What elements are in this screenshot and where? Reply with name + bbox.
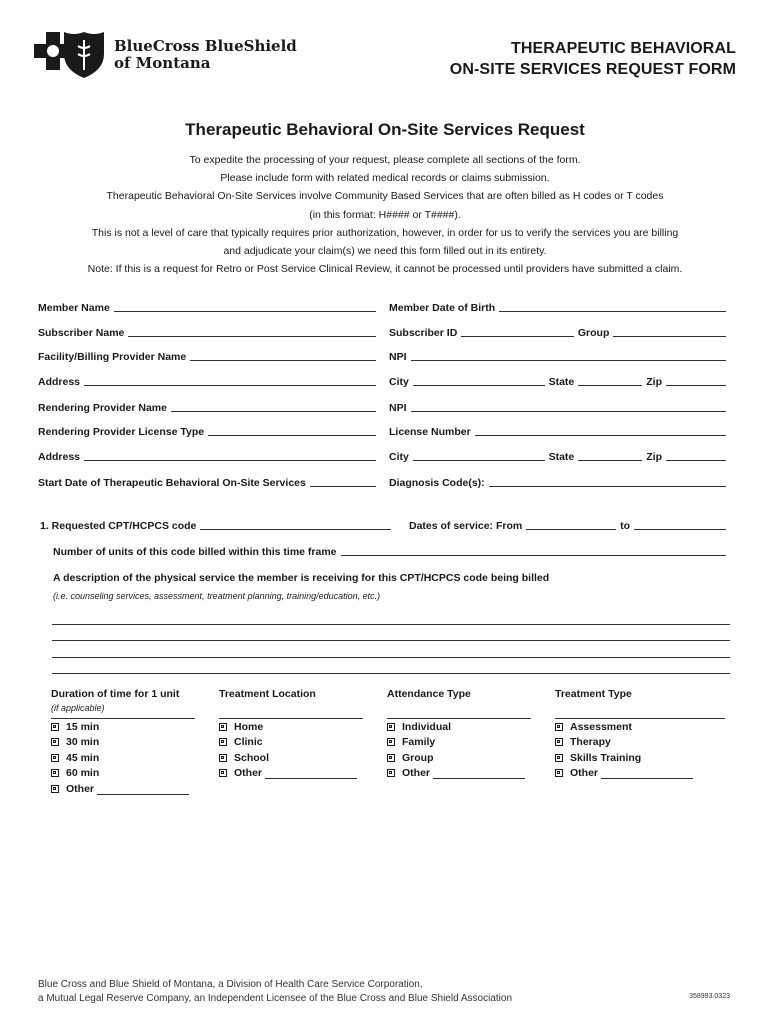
option-label: 15 min	[66, 720, 100, 733]
cpt-row	[40, 520, 395, 532]
description-note: (i.e. counseling services, assessment, treatment planning, training/education, etc.)	[53, 591, 381, 601]
option-label: Individual	[402, 720, 452, 733]
attendance-option-individual[interactable]	[387, 719, 531, 735]
attendance-option-other[interactable]	[387, 766, 531, 782]
facility-address-field[interactable]	[84, 385, 376, 386]
intro-line: Note: If this is a request for Retro or Post Service Clinical Review, it cannot be processed until providers have submitted a claim.	[87, 263, 683, 276]
state-label: State	[548, 451, 575, 463]
checkbox-icon[interactable]	[51, 754, 59, 762]
footer-line1: Blue Cross and Blue Shield of Montana, a Division of Health Care Service Corporation,	[38, 979, 423, 990]
rendering-address-field[interactable]	[84, 460, 376, 461]
subscriber-id-label: Subscriber ID	[389, 327, 458, 339]
duration-column	[51, 688, 195, 797]
location-other-field[interactable]	[265, 767, 357, 779]
checkbox-icon[interactable]	[219, 738, 227, 746]
rendering-provider-field[interactable]	[171, 411, 376, 412]
member-name-row	[38, 302, 380, 314]
duration-option-other[interactable]	[51, 781, 195, 797]
diagnosis-row	[389, 477, 730, 489]
document-heading-line2: ON-SITE SERVICES REQUEST FORM	[449, 61, 736, 78]
checkbox-icon[interactable]	[219, 769, 227, 777]
option-label: Clinic	[234, 736, 263, 749]
checkbox-icon[interactable]	[51, 769, 59, 777]
location-option-other[interactable]	[219, 766, 363, 782]
description-line[interactable]	[52, 624, 730, 625]
dates-to-field[interactable]	[634, 529, 726, 530]
state-label: State	[548, 376, 575, 388]
rendering-city-field[interactable]	[413, 460, 545, 461]
checkbox-icon[interactable]	[555, 723, 563, 731]
org-name-line1: BlueCross BlueShield	[114, 37, 297, 55]
attendance-column	[387, 688, 531, 781]
location-option-school[interactable]	[219, 750, 363, 766]
rendering-npi-row	[389, 402, 730, 414]
dates-row	[409, 520, 730, 532]
zip-label: Zip	[646, 451, 662, 463]
bcbs-logo	[34, 30, 297, 80]
location-column	[219, 688, 363, 781]
option-label: Family	[402, 736, 436, 749]
checkbox-icon[interactable]	[387, 738, 395, 746]
cross-shield-icon	[34, 30, 106, 80]
treatment-header	[555, 688, 725, 719]
duration-option-30[interactable]	[51, 735, 195, 751]
subscriber-id-field[interactable]	[461, 336, 574, 337]
attendance-header	[387, 688, 531, 719]
facility-provider-row	[38, 351, 380, 363]
treatment-option-skills[interactable]	[555, 750, 725, 766]
dates-from-label: Dates of service: From	[409, 520, 523, 532]
license-type-field[interactable]	[208, 435, 376, 436]
license-number-field[interactable]	[475, 435, 726, 436]
rendering-provider-label: Rendering Provider Name	[38, 402, 167, 414]
option-label: Other	[570, 767, 599, 780]
facility-zip-field[interactable]	[666, 385, 726, 386]
checkbox-icon[interactable]	[387, 754, 395, 762]
attendance-other-field[interactable]	[433, 767, 525, 779]
document-heading-line1: THERAPEUTIC BEHAVIORAL	[510, 40, 736, 57]
intro-line: (in this format: H#### or T####).	[309, 208, 461, 221]
facility-provider-label: Facility/Billing Provider Name	[38, 351, 187, 363]
attendance-title: Attendance Type	[387, 688, 471, 700]
checkbox-icon[interactable]	[219, 754, 227, 762]
option-label: Therapy	[570, 736, 611, 749]
checkbox-icon[interactable]	[219, 723, 227, 731]
treatment-option-assessment[interactable]	[555, 719, 725, 735]
intro-line: and adjudicate your claim(s) we need this form filled out in its entirety.	[223, 245, 547, 258]
checkbox-icon[interactable]	[51, 785, 59, 793]
start-date-row	[38, 477, 380, 489]
duration-subtitle: (if applicable)	[51, 703, 105, 713]
dates-to-label: to	[620, 520, 630, 532]
treatment-option-therapy[interactable]	[555, 735, 725, 751]
option-label: Skills Training	[570, 751, 642, 764]
dates-from-field[interactable]	[526, 529, 616, 530]
license-type-label: Rendering Provider License Type	[38, 426, 205, 438]
checkbox-icon[interactable]	[555, 769, 563, 777]
description-line[interactable]	[52, 640, 730, 641]
subscriber-name-label: Subscriber Name	[38, 327, 125, 339]
facility-address-row	[38, 376, 380, 388]
form-number: 358993.0323	[689, 993, 730, 1000]
option-label: Assessment	[570, 720, 632, 733]
rendering-zip-field[interactable]	[666, 460, 726, 461]
description-row	[53, 572, 730, 584]
diagnosis-field[interactable]	[489, 486, 726, 487]
start-date-field[interactable]	[310, 486, 376, 487]
treatment-option-other[interactable]	[555, 766, 725, 782]
units-row	[53, 546, 730, 558]
intro-text	[30, 151, 740, 278]
document-heading	[450, 38, 736, 80]
location-option-clinic[interactable]	[219, 735, 363, 751]
member-dob-label: Member Date of Birth	[389, 302, 496, 314]
start-date-label: Start Date of Therapeutic Behavioral On-Site Services	[38, 477, 306, 489]
treatment-title: Treatment Type	[555, 688, 632, 700]
intro-line: Please include form with related medical records or claims submission.	[220, 172, 550, 185]
facility-provider-field[interactable]	[190, 360, 376, 361]
intro-line: This is not a level of care that typically requires prior authorization, however, in order for us to verify the services you are billing	[91, 226, 679, 239]
location-header	[219, 688, 363, 719]
option-label: Other	[66, 782, 95, 795]
group-field[interactable]	[613, 336, 726, 337]
option-label: Other	[234, 767, 263, 780]
checkbox-icon[interactable]	[51, 738, 59, 746]
npi-label: NPI	[389, 351, 407, 363]
units-field[interactable]	[341, 555, 726, 556]
facility-npi-row	[389, 351, 730, 363]
option-label: Group	[402, 751, 434, 764]
facility-city-field[interactable]	[413, 385, 545, 386]
footer-line2: a Mutual Legal Reserve Company, an Independent Licensee of the Blue Cross and Blue Shield Association	[38, 993, 513, 1004]
option-label: Other	[402, 767, 431, 780]
duration-header	[51, 688, 195, 719]
facility-city-row	[389, 376, 730, 388]
intro-line: To expedite the processing of your request, please complete all sections of the form.	[189, 154, 581, 166]
facility-npi-field[interactable]	[411, 360, 726, 361]
option-label: Home	[234, 720, 264, 733]
member-dob-row	[389, 302, 730, 314]
duration-other-field[interactable]	[97, 783, 189, 795]
duration-option-60[interactable]	[51, 766, 195, 782]
rendering-provider-row	[38, 402, 380, 414]
attendance-option-group[interactable]	[387, 750, 531, 766]
units-label: Number of units of this code billed within this time frame	[53, 546, 337, 558]
treatment-other-field[interactable]	[601, 767, 693, 779]
checkbox-icon[interactable]	[51, 723, 59, 731]
member-name-field[interactable]	[114, 311, 376, 312]
npi-label: NPI	[389, 402, 407, 414]
license-number-label: License Number	[389, 426, 471, 438]
duration-title: Duration of time for 1 unit	[51, 688, 180, 700]
checkbox-icon[interactable]	[387, 723, 395, 731]
diagnosis-label: Diagnosis Code(s):	[389, 477, 485, 489]
checkbox-icon[interactable]	[555, 738, 563, 746]
zip-label: Zip	[646, 376, 662, 388]
checkbox-icon[interactable]	[555, 754, 563, 762]
license-number-row	[389, 426, 730, 438]
option-label: 60 min	[66, 767, 100, 780]
checkbox-icon[interactable]	[387, 769, 395, 777]
duration-option-15[interactable]	[51, 719, 195, 735]
intro-line: Therapeutic Behavioral On-Site Services involve Community Based Services that are often billed as H codes or T codes	[106, 190, 664, 203]
subscriber-name-row	[38, 327, 380, 339]
license-type-row	[38, 426, 380, 438]
city-label: City	[389, 376, 409, 388]
cpt-label: 1. Requested CPT/HCPCS code	[40, 520, 197, 532]
rendering-city-row	[389, 451, 730, 463]
option-label: 45 min	[66, 751, 100, 764]
city-label: City	[389, 451, 409, 463]
duration-option-45[interactable]	[51, 750, 195, 766]
footer-text	[38, 978, 512, 1006]
description-label: A description of the physical service the member is receiving for this CPT/HCPCS code being billed	[53, 572, 550, 584]
option-label: 30 min	[66, 736, 100, 749]
address-label: Address	[38, 376, 81, 388]
description-line[interactable]	[52, 657, 730, 658]
location-title: Treatment Location	[219, 688, 316, 700]
group-label: Group	[577, 327, 610, 339]
subscriber-name-field[interactable]	[128, 336, 376, 337]
address-label: Address	[38, 451, 81, 463]
facility-state-field[interactable]	[578, 385, 642, 386]
member-dob-field[interactable]	[499, 311, 726, 312]
rendering-state-field[interactable]	[578, 460, 642, 461]
form-title: Therapeutic Behavioral On-Site Services Request	[185, 120, 585, 139]
rendering-address-row	[38, 451, 380, 463]
member-name-label: Member Name	[38, 302, 110, 314]
treatment-column	[555, 688, 725, 781]
option-label: School	[234, 751, 270, 764]
cpt-field[interactable]	[200, 529, 391, 530]
org-name-line2: of Montana	[114, 54, 211, 72]
rendering-npi-field[interactable]	[411, 411, 726, 412]
subscriber-id-row	[389, 327, 730, 339]
attendance-option-family[interactable]	[387, 735, 531, 751]
description-line[interactable]	[52, 673, 730, 674]
location-option-home[interactable]	[219, 719, 363, 735]
